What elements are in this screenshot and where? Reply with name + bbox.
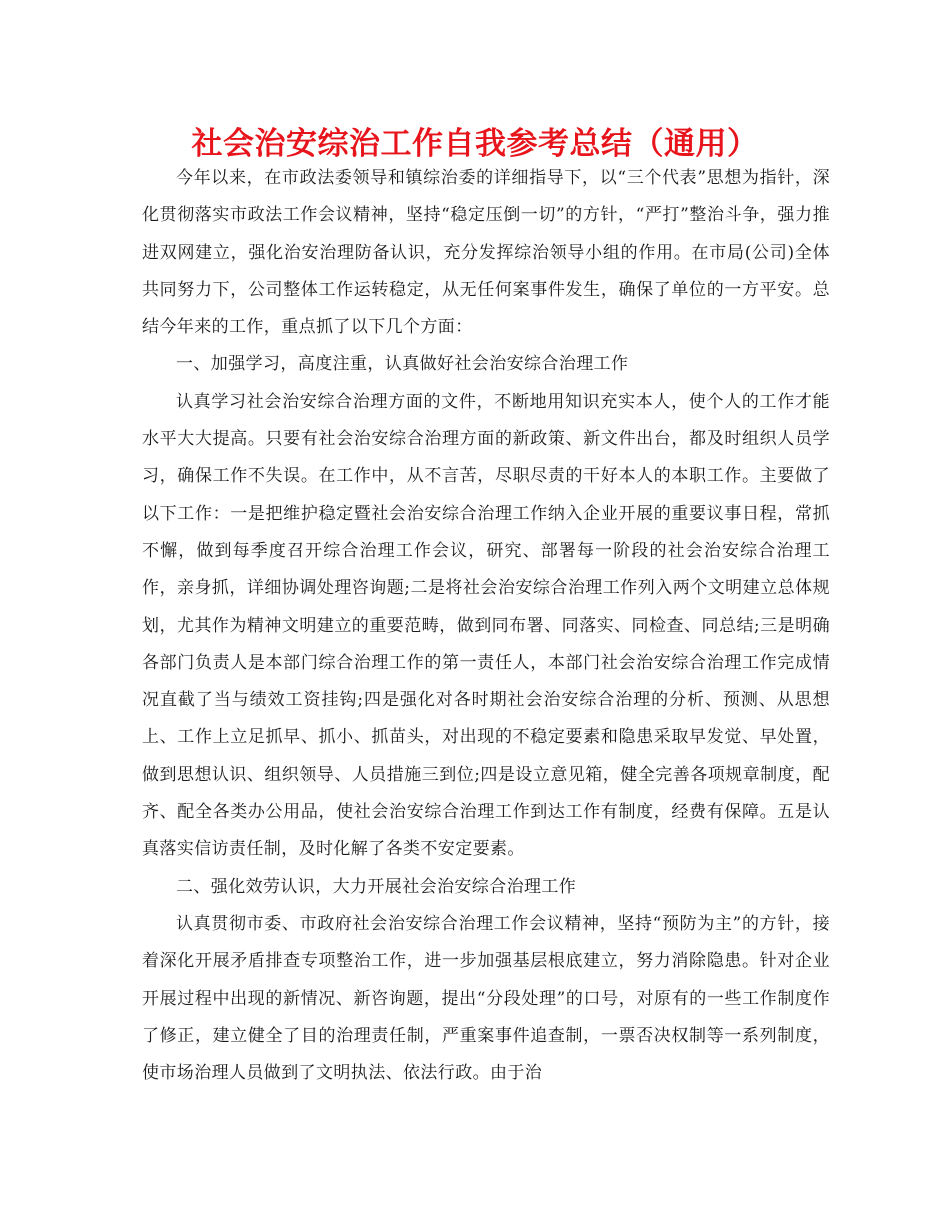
paragraph-intro: 今年以来，在市政法委领导和镇综治委的详细指导下，以“三个代表”思想为指针，深化贯彻落实市政法工作会议精神，坚持“稳定压倒一切”的方针，“严打”整治斗争，强力推进双网建立，强化治安治理防备认识，充分发挥综治领导小组的作用。在市局(公司)全体共同努力下，公司整体工作运转稳定，从无任何案事件发生，确保了单位的一方平安。总结今年来的工作，重点抓了以下几个方面： bbox=[142, 168, 830, 338]
paragraph-section-1: 认真学习社会治安综合治理方面的文件，不断地用知识充实本人，使个人的工作才能水平大大提高。只要有社会治安综合治理方面的新政策、新文件出台，都及时组织人员学习，确保工作不失误。在工作中，从不言苦，尽职尽责的干好本人的本职工作。主要做了以下工作：一是把维护稳定暨社会治安综合治理工作纳入企业开展的重要议事日程，常抓不懈，做到每季度召开综合治理工作会议，研究、部署每一阶段的社会治安综合治理工作，亲身抓，详细协调处理咨询题;二是将社会治安综合治理工作列入两个文明建立总体规划，尤其作为精神文明建立的重要范畴，做到同布署、同落实、同检查、同总结;三是明确各部门负责人是本部门综合治理工作的第一责任人，本部门社会治安综合治理工作完成情况直截了当与绩效工资挂钩;四是强化对各时期社会治安综合治理的分析、预测、从思想上、工作上立足抓早、抓小、抓苗头，对出现的不稳定要素和隐患采取早发觉、早处置，做到思想认识、组织领导、人员措施三到位;四是设立意见箱，健全完善各项规章制度，配齐、配全各类办公用品，使社会治安综合治理工作到达工作有制度，经费有保障。五是认真落实信访责任制，及时化解了各类不安定要素。 bbox=[142, 391, 830, 860]
section-heading-2: 二、强化效劳认识，大力开展社会治安综合治理工作 bbox=[176, 876, 577, 897]
document-body bbox=[142, 160, 830, 1092]
paragraph-section-2: 认真贯彻市委、市政府社会治安综合治理工作会议精神，坚持“预防为主”的方针，接着深化开展矛盾排查专项整治工作，进一步加强基层根底建立，努力消除隐患。针对企业开展过程中出现的新情况、新咨询题，提出“分段处理”的口号，对原有的一些工作制度作了修正，建立健全了目的治理责任制，严重案事件追查制，一票否决权制等一系列制度，使市场治理人员做到了文明执法、依法行政。由于治 bbox=[142, 913, 830, 1084]
section-heading-1: 一、加强学习，高度注重，认真做好社会治安综合治理工作 bbox=[176, 354, 629, 375]
document-title: 社会治安综治工作自我参考总结（通用） bbox=[191, 126, 759, 162]
